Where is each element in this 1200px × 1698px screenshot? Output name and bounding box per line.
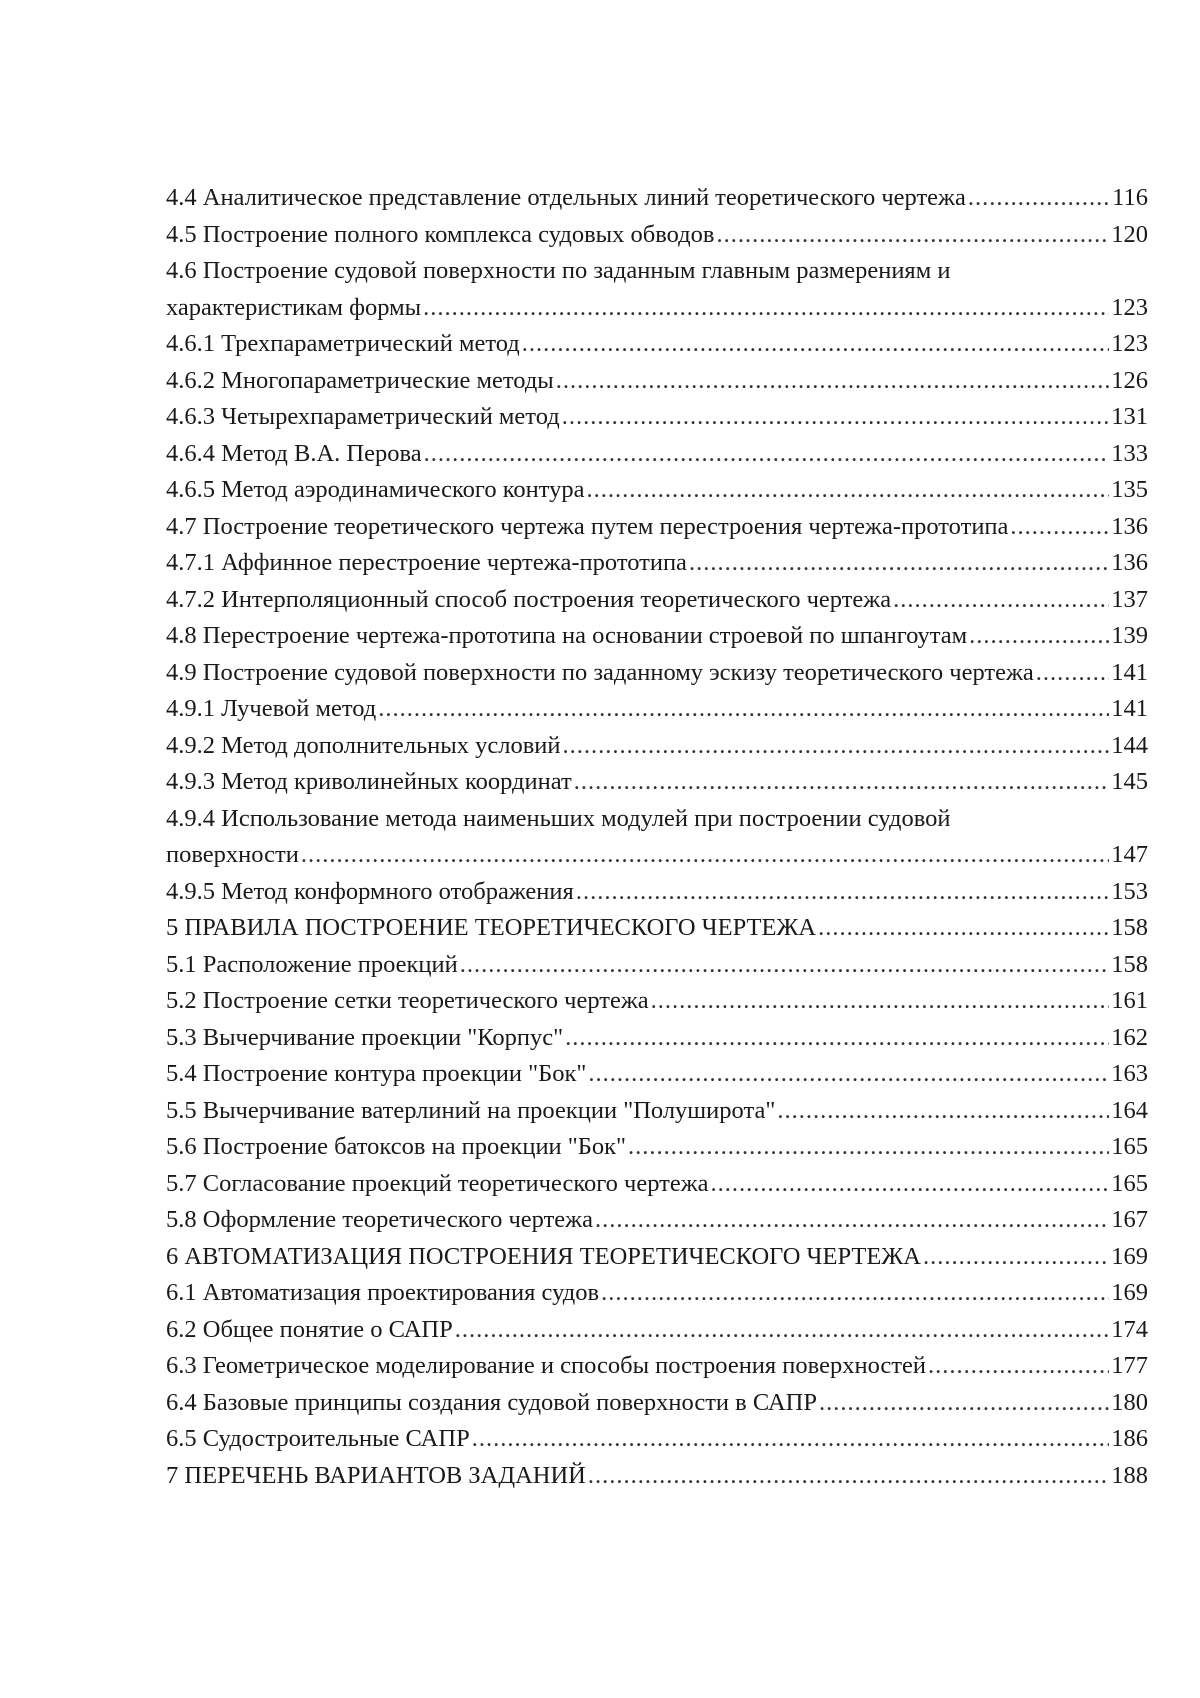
- toc-entry-title: 4.9.1 Лучевой метод: [166, 695, 377, 722]
- toc-entry-title: 4.9 Построение судовой поверхности по заданному эскизу теоретического чертежа: [166, 658, 1034, 686]
- toc-entry-title: 6.3 Геометрическое моделирование и способы построения поверхностей: [166, 1352, 927, 1379]
- toc-entry[interactable]: [166, 1275, 1148, 1312]
- toc-entry-title: характеристикам формы: [166, 293, 422, 321]
- toc-entry-page-number: 141: [1111, 695, 1148, 722]
- dot-leader: [1036, 655, 1109, 692]
- toc-entry-page-number: 174: [1111, 1315, 1148, 1343]
- toc-entry-page-number: 133: [1111, 439, 1148, 467]
- dot-leader: [923, 1239, 1109, 1276]
- toc-entry-page-number: 147: [1111, 841, 1148, 868]
- toc-entry-title: 5 ПРАВИЛА ПОСТРОЕНИЕ ТЕОРЕТИЧЕСКОГО ЧЕРТЕЖА: [166, 914, 817, 941]
- toc-entry-page-number: 137: [1111, 585, 1148, 613]
- toc-entry-title: 5.5 Вычерчивание ватерлиний на проекции "Полуширота": [166, 1096, 776, 1124]
- toc-entry-page-number: 165: [1111, 1169, 1148, 1197]
- toc-entry-title-line1: 4.6 Построение судовой поверхности по заданным главным размерениям и: [166, 257, 951, 284]
- toc-entry[interactable]: [166, 655, 1148, 692]
- toc-entry-title: 7 ПЕРЕЧЕНЬ ВАРИАНТОВ ЗАДАНИЙ: [166, 1461, 586, 1489]
- dot-leader: [574, 764, 1110, 801]
- dot-leader: [819, 1385, 1109, 1422]
- toc-entry[interactable]: [166, 1202, 1148, 1239]
- dot-leader: [818, 910, 1109, 947]
- toc-entry[interactable]: [166, 436, 1148, 473]
- dot-leader: [455, 1312, 1110, 1349]
- toc-entry[interactable]: [166, 509, 1148, 546]
- dot-leader: [601, 1275, 1109, 1312]
- toc-entry-title: 4.7 Построение теоретического чертежа путем перестроения чертежа-прототипа: [166, 512, 1009, 540]
- toc-entry-page-number: 177: [1111, 1352, 1148, 1379]
- toc-entry-title: 5.8 Оформление теоретического чертежа: [166, 1206, 593, 1233]
- dot-leader: [472, 1421, 1110, 1458]
- toc-entry-title: 6.2 Общее понятие о САПР: [166, 1315, 453, 1343]
- dot-leader: [378, 691, 1109, 728]
- dot-leader: [562, 399, 1110, 436]
- toc-entry-page-number: 116: [1112, 184, 1148, 211]
- toc-entry-title: 5.7 Согласование проекций теоретического чертежа: [166, 1169, 709, 1197]
- toc-entry[interactable]: [166, 691, 1148, 728]
- toc-entry-title: поверхности: [166, 841, 299, 868]
- toc-entry-title: 4.5 Построение полного комплекса судовых обводов: [166, 220, 715, 248]
- toc-entry-page-number: 123: [1111, 330, 1148, 357]
- toc-entry[interactable]: [166, 618, 1148, 655]
- dot-leader: [460, 947, 1109, 984]
- dot-leader: [423, 290, 1109, 327]
- toc-entry-title: 4.6.2 Многопараметрические методы: [166, 366, 554, 394]
- toc-entry[interactable]: [166, 874, 1148, 911]
- dot-leader: [563, 728, 1110, 765]
- toc-entry-page-number: 123: [1111, 293, 1148, 321]
- dot-leader: [628, 1129, 1109, 1166]
- toc-entry-page-number: 161: [1111, 987, 1148, 1014]
- toc-entry[interactable]: [166, 399, 1148, 436]
- toc-entry-page-number: 165: [1111, 1133, 1148, 1160]
- toc-entry[interactable]: [166, 1166, 1148, 1203]
- toc-entry-page-number: 126: [1111, 366, 1148, 394]
- toc-entry-title-line1: 4.9.4 Использование метода наименьших модулей при построении судовой: [166, 804, 951, 832]
- toc-entry[interactable]: [166, 363, 1148, 400]
- toc-entry-title: 5.4 Построение контура проекции "Бок": [166, 1060, 587, 1087]
- toc-entry-page-number: 169: [1111, 1279, 1148, 1306]
- toc-entry-page-number: 136: [1111, 512, 1148, 540]
- dot-leader: [556, 363, 1110, 400]
- toc-entry-title: 4.9.3 Метод криволинейных координат: [166, 768, 572, 795]
- toc-entry[interactable]: [166, 1348, 1148, 1385]
- toc-entry[interactable]: [166, 1093, 1148, 1130]
- toc-entry[interactable]: [166, 180, 1148, 217]
- dot-leader: [969, 618, 1109, 655]
- dot-leader: [689, 545, 1109, 582]
- toc-entry[interactable]: [166, 472, 1148, 509]
- dot-leader: [576, 874, 1109, 911]
- dot-leader: [588, 1458, 1109, 1495]
- toc-entry-title: 4.6.5 Метод аэродинамического контура: [166, 476, 585, 503]
- toc-entry-title: 6.1 Автоматизация проектирования судов: [166, 1279, 600, 1306]
- toc-entry[interactable]: [166, 1056, 1148, 1093]
- toc-entry-title: 6.4 Базовые принципы создания судовой поверхности в САПР: [166, 1388, 817, 1416]
- toc-entry-title: 4.7.1 Аффинное перестроение чертежа-прототипа: [166, 549, 687, 576]
- toc-entry[interactable]: [166, 1129, 1148, 1166]
- toc-entry-page-number: 186: [1111, 1425, 1148, 1452]
- toc-entry-title: 5.6 Построение батоксов на проекции "Бок": [166, 1133, 627, 1160]
- toc-entry-page-number: 188: [1111, 1461, 1148, 1489]
- toc-entry-title: 4.6.3 Четырехпараметрический метод: [166, 403, 560, 430]
- toc-entry-page-number: 162: [1111, 1023, 1148, 1051]
- dot-leader: [588, 1056, 1109, 1093]
- toc-entry[interactable]: [166, 947, 1148, 984]
- toc-entry-title: 4.8 Перестроение чертежа-прототипа на основании строевой по шпангоутам: [166, 622, 968, 649]
- toc-entry-page-number: 144: [1111, 731, 1148, 759]
- toc-entry-title: 5.3 Вычерчивание проекции "Корпус": [166, 1023, 564, 1051]
- toc-entry-title: 4.9.2 Метод дополнительных условий: [166, 731, 561, 759]
- toc-entry-page-number: 131: [1111, 403, 1148, 430]
- toc-entry-page-number: 167: [1111, 1206, 1148, 1233]
- toc-entry-title: 5.1 Расположение проекций: [166, 950, 458, 978]
- toc-entry-page-number: 158: [1111, 914, 1148, 941]
- toc-entry-title: 5.2 Построение сетки теоретического чертежа: [166, 987, 649, 1014]
- dot-leader: [893, 582, 1109, 619]
- toc-entry-page-number: 169: [1111, 1242, 1148, 1270]
- toc-entry-page-number: 153: [1111, 877, 1148, 905]
- dot-leader: [565, 1020, 1109, 1057]
- toc-entry[interactable]: [166, 910, 1148, 947]
- dot-leader: [928, 1348, 1109, 1385]
- toc-entry[interactable]: [166, 326, 1148, 363]
- toc-entry-page-number: 145: [1111, 768, 1148, 795]
- toc-entry-title: 4.6.1 Трехпараметрический метод: [166, 330, 520, 357]
- dot-leader: [651, 983, 1110, 1020]
- dot-leader: [587, 472, 1110, 509]
- toc-entry-page-number: 139: [1111, 622, 1148, 649]
- dot-leader: [777, 1093, 1109, 1130]
- toc-entry-title: 4.6.4 Метод В.А. Перова: [166, 439, 422, 467]
- toc-entry[interactable]: [166, 728, 1148, 765]
- dot-leader: [1010, 509, 1109, 546]
- dot-leader: [968, 180, 1110, 217]
- toc-entry[interactable]: [166, 764, 1148, 801]
- toc-entry[interactable]: [166, 1312, 1148, 1349]
- toc-entry-page-number: 158: [1111, 950, 1148, 978]
- dot-leader: [522, 326, 1109, 363]
- toc-entry-title: 4.7.2 Интерполяционный способ построения теоретического чертежа: [166, 585, 892, 613]
- toc-entry-page-number: 141: [1111, 658, 1148, 686]
- toc-entry-page-number: 120: [1111, 220, 1148, 248]
- toc-entry-page-number: 135: [1111, 476, 1148, 503]
- toc-entry[interactable]: [166, 1458, 1148, 1495]
- toc-entry-page-number: 136: [1111, 549, 1148, 576]
- toc-entry[interactable]: [166, 545, 1148, 582]
- toc-entry[interactable]: [166, 290, 1148, 327]
- toc-entry[interactable]: [166, 1239, 1148, 1276]
- dot-leader: [301, 837, 1109, 874]
- toc-entry[interactable]: [166, 837, 1148, 874]
- toc-entry-page-number: 180: [1111, 1388, 1148, 1416]
- toc-entry[interactable]: [166, 217, 1148, 254]
- dot-leader: [595, 1202, 1109, 1239]
- table-of-contents: [166, 180, 1148, 1494]
- toc-entry[interactable]: [166, 1421, 1148, 1458]
- toc-entry[interactable]: [166, 1385, 1148, 1422]
- dot-leader: [424, 436, 1110, 473]
- toc-entry-title: 4.9.5 Метод конформного отображения: [166, 877, 574, 905]
- toc-entry-title: 6.5 Судостроительные САПР: [166, 1425, 470, 1452]
- toc-entry-page-number: 164: [1111, 1096, 1148, 1124]
- toc-entry[interactable]: [166, 1020, 1148, 1057]
- toc-entry-title: 6 АВТОМАТИЗАЦИЯ ПОСТРОЕНИЯ ТЕОРЕТИЧЕСКОГО ЧЕРТЕЖА: [166, 1242, 921, 1270]
- toc-entry[interactable]: [166, 983, 1148, 1020]
- dot-leader: [711, 1166, 1110, 1203]
- dot-leader: [716, 217, 1109, 254]
- toc-entry[interactable]: [166, 582, 1148, 619]
- toc-entry-title: 4.4 Аналитическое представление отдельных линий теоретического чертежа: [166, 184, 966, 211]
- toc-entry-page-number: 163: [1111, 1060, 1148, 1087]
